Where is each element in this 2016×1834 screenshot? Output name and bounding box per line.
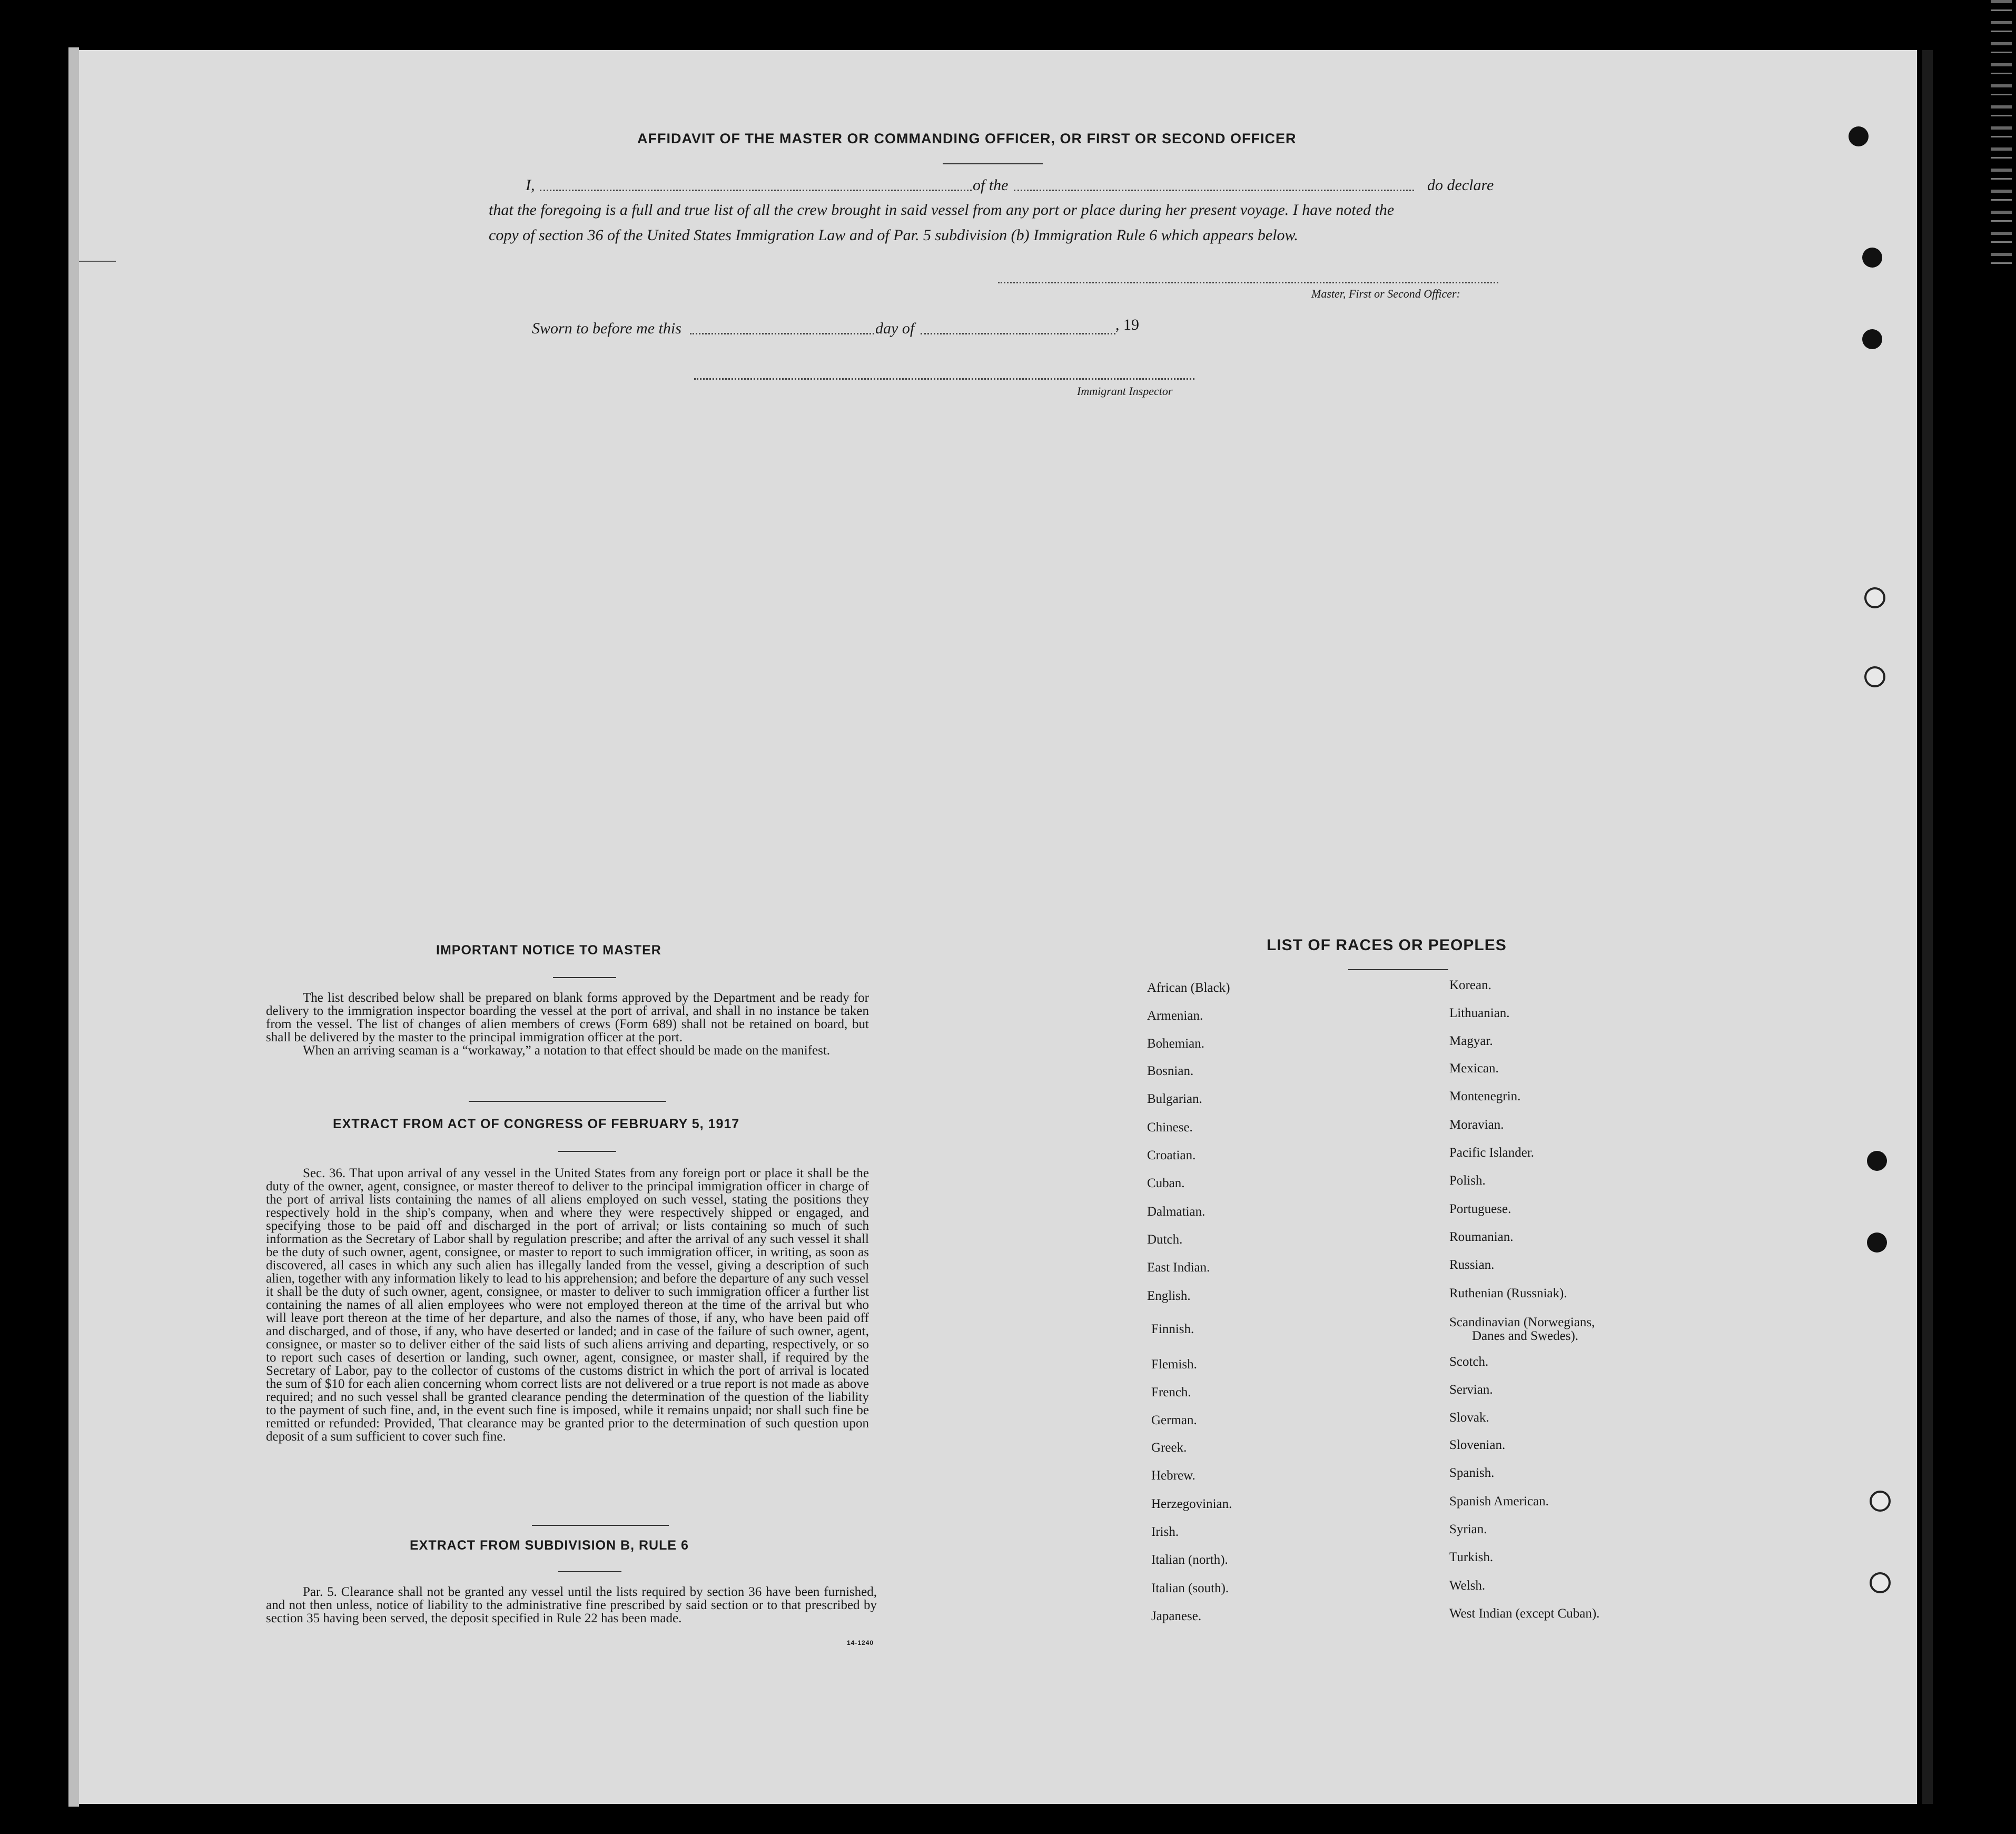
race-item: Spanish. (1449, 1466, 1495, 1480)
extract-rule-rule (558, 1571, 621, 1572)
race-item: Russian. (1449, 1258, 1495, 1272)
race-item: African (Black) (1147, 981, 1230, 995)
affidavit-title: AFFIDAVIT OF THE MASTER OR COMMANDING OFFICER, OR FIRST OR SECOND OFFICER (637, 131, 1297, 146)
race-item: West Indian (except Cuban). (1449, 1606, 1600, 1621)
race-item: Flemish. (1151, 1357, 1197, 1372)
document-page (79, 50, 1917, 1804)
notice-title: IMPORTANT NOTICE TO MASTER (436, 943, 661, 958)
inspector-label: Immigrant Inspector (1077, 384, 1173, 398)
binder-hole (1862, 248, 1882, 268)
race-item: Welsh. (1449, 1579, 1486, 1593)
binder-hole (1870, 1572, 1891, 1593)
binder-hole (1864, 587, 1885, 608)
binding-strip (1922, 50, 1933, 1804)
race-item: Mexican. (1449, 1061, 1499, 1076)
race-item: Scandinavian (Norwegians, (1449, 1315, 1595, 1329)
race-item: Italian (south). (1151, 1581, 1229, 1595)
race-item: Polish. (1449, 1174, 1486, 1188)
races-title: LIST OF RACES OR PEOPLES (1267, 936, 1507, 954)
race-item-continued: Danes and Swedes). (1472, 1329, 1579, 1343)
affidavit-line2: that the foregoing is a full and true list of all the crew brought in said vessel from any port or place during her present voyage. I have noted the (489, 201, 1395, 219)
master-signature-blank[interactable] (998, 282, 1498, 283)
affidavit-i: I, (526, 176, 535, 194)
binder-hole (1864, 666, 1885, 687)
binder-hole (1849, 126, 1869, 146)
affidavit-line3: copy of section 36 of the United States Immigration Law and of Par. 5 subdivision (b) Immigration Rule 6 which appears below. (489, 226, 1298, 244)
affidavit-do-declare: do declare (1427, 176, 1494, 194)
race-item: French. (1151, 1385, 1191, 1399)
binder-hole (1862, 329, 1882, 349)
race-item: Montenegrin. (1449, 1089, 1521, 1103)
race-item: Bohemian. (1147, 1037, 1205, 1051)
race-item: East Indian. (1147, 1260, 1210, 1275)
extract-rule-body (266, 1585, 877, 1625)
race-item: Dalmatian. (1147, 1205, 1205, 1219)
extract-act-body (266, 1167, 869, 1443)
notice-rule (553, 977, 616, 978)
master-signature-label: Master, First or Second Officer: (1311, 287, 1460, 300)
section-rule-2 (532, 1525, 669, 1526)
race-item: Cuban. (1147, 1176, 1185, 1190)
name-blank[interactable] (540, 190, 972, 191)
extract-rule-title: EXTRACT FROM SUBDIVISION B, RULE 6 (410, 1538, 689, 1553)
binder-hole (1870, 1491, 1891, 1512)
race-item: Servian. (1449, 1383, 1493, 1397)
race-item: Japanese. (1151, 1609, 1202, 1623)
race-item: Armenian. (1147, 1009, 1203, 1023)
extract-act-text: Sec. 36. That upon arrival of any vessel in the United States from any foreign port or place it shall be the duty of the owner, agent, consignee, or master thereof to deliver to the principal immigration officer in charge of the port of arrival lists containing the names of all aliens employed on such vessel, stating the positions they respectively hold in the ship's company, when and where they were respectively shipped or engaged, and specifying those to be paid off and discharged in the port of arrival; or lists containing so much of such information as the Secretary of Labor shall by regulation prescribe; and after the arrival of any such vessel it shall be the duty of such owner, agent, consignee, or master to report to such immigration officer, in writing, as soon as discovered, all cases in which any such alien has illegally landed from the vessel, giving a description of such alien, together with any information likely to lead to his apprehension; and before the departure of any such vessel it shall be the duty of such owner, agent, consignee, or master to deliver to such immigration officer a further list containing the names of all alien employees who were not employed thereon at the time of the arrival but who will leave port thereon at the time of her departure, and also the names of those, if any, who have been paid off and discharged, and of those, if any, who have deserted or landed; and in case of the failure of such owner, agent, consignee, or master so to deliver either of the said lists of such aliens arriving and departing, respectively, or so to report such cases of desertion or landing, such owner, agent, consignee, or master shall, if required by the Secretary of Labor, pay to the collector of customs of the customs district in which the port of arrival is located the sum of $10 for each alien concerning whom correct lists are not delivered or a true report is not made as above required; and no such vessel shall be granted clearance pending the determination of the question of the liability to the payment of such fine, and, in the event such fine is imposed, while it remains unpaid; nor shall such fine be remitted or refunded: Provided, That clearance may be granted prior to the determination of such question upon deposit of a sum sufficient to cover such fine. (266, 1166, 869, 1444)
binder-hole (1867, 1151, 1887, 1171)
race-item: Syrian. (1449, 1522, 1487, 1536)
affidavit-of-the: of the (973, 176, 1009, 194)
race-item: Irish. (1151, 1525, 1179, 1539)
race-item: English. (1147, 1289, 1191, 1303)
race-item: German. (1151, 1413, 1197, 1427)
sworn-day-blank[interactable] (690, 333, 874, 334)
sworn-prefix: Sworn to before me this (532, 320, 681, 337)
race-item: Italian (north). (1151, 1553, 1228, 1567)
race-item: Dutch. (1147, 1232, 1183, 1247)
inspector-signature-blank[interactable] (694, 378, 1194, 380)
sworn-month-blank[interactable] (921, 333, 1115, 334)
race-item: Portuguese. (1449, 1202, 1511, 1216)
page-edge (68, 47, 79, 1807)
race-item: Croatian. (1147, 1148, 1196, 1162)
vessel-blank[interactable] (1014, 190, 1414, 191)
race-item: Moravian. (1449, 1118, 1504, 1132)
race-item: Finnish. (1151, 1322, 1194, 1336)
races-rule (1348, 969, 1448, 970)
binder-hole (1867, 1232, 1887, 1253)
race-item: Slovak. (1449, 1411, 1489, 1425)
notice-para2: When an arriving seaman is a “workaway,” a notation to that effect should be made on the manifest. (303, 1043, 831, 1058)
race-item: Ruthenian (Russniak). (1449, 1286, 1567, 1300)
race-item: Turkish. (1449, 1550, 1494, 1564)
extract-rule-text: Par. 5. Clearance shall not be granted any vessel until the lists required by section 36 have been furnished, and not then unless, notice of liability to the administrative fine prescribed by said section or to that prescribed by section 35 having been served, the deposit specified in Rule 22 has been made. (266, 1585, 877, 1625)
race-item: Greek. (1151, 1441, 1187, 1455)
race-item: Scotch. (1449, 1355, 1489, 1369)
title-rule (943, 163, 1043, 164)
race-item: Korean. (1449, 978, 1491, 992)
race-item: Bulgarian. (1147, 1092, 1202, 1106)
race-item: Pacific Islander. (1449, 1146, 1535, 1160)
notice-body (266, 991, 869, 1057)
sworn-year: , 19 (1115, 316, 1139, 333)
extract-act-rule (558, 1151, 616, 1152)
sworn-day-of: day of (875, 320, 915, 337)
race-item: Slovenian. (1449, 1438, 1506, 1452)
race-item: Bosnian. (1147, 1064, 1194, 1078)
race-item: Herzegovinian. (1151, 1497, 1232, 1511)
race-item: Spanish American. (1449, 1494, 1549, 1508)
form-number: 14-1240 (847, 1639, 874, 1646)
section-rule (469, 1101, 666, 1102)
race-item: Roumanian. (1449, 1230, 1514, 1244)
film-edge (1991, 0, 2012, 274)
race-item: Magyar. (1449, 1034, 1493, 1048)
race-item: Hebrew. (1151, 1468, 1195, 1483)
race-item: Chinese. (1147, 1120, 1193, 1135)
race-item: Lithuanian. (1449, 1006, 1510, 1020)
notice-para1: The list described below shall be prepared on blank forms approved by the Department and be ready for delivery to the immigration inspector boarding the vessel at the port of arrival, and shall in no instance be taken from the vessel. The list of changes of alien members of crews (Form 689) shall not be retained on board, but shall be delivered by the master to the principal immigration officer at the port. (266, 991, 869, 1044)
margin-rule (79, 261, 116, 262)
extract-act-title: EXTRACT FROM ACT OF CONGRESS OF FEBRUARY 5, 1917 (333, 1117, 740, 1131)
